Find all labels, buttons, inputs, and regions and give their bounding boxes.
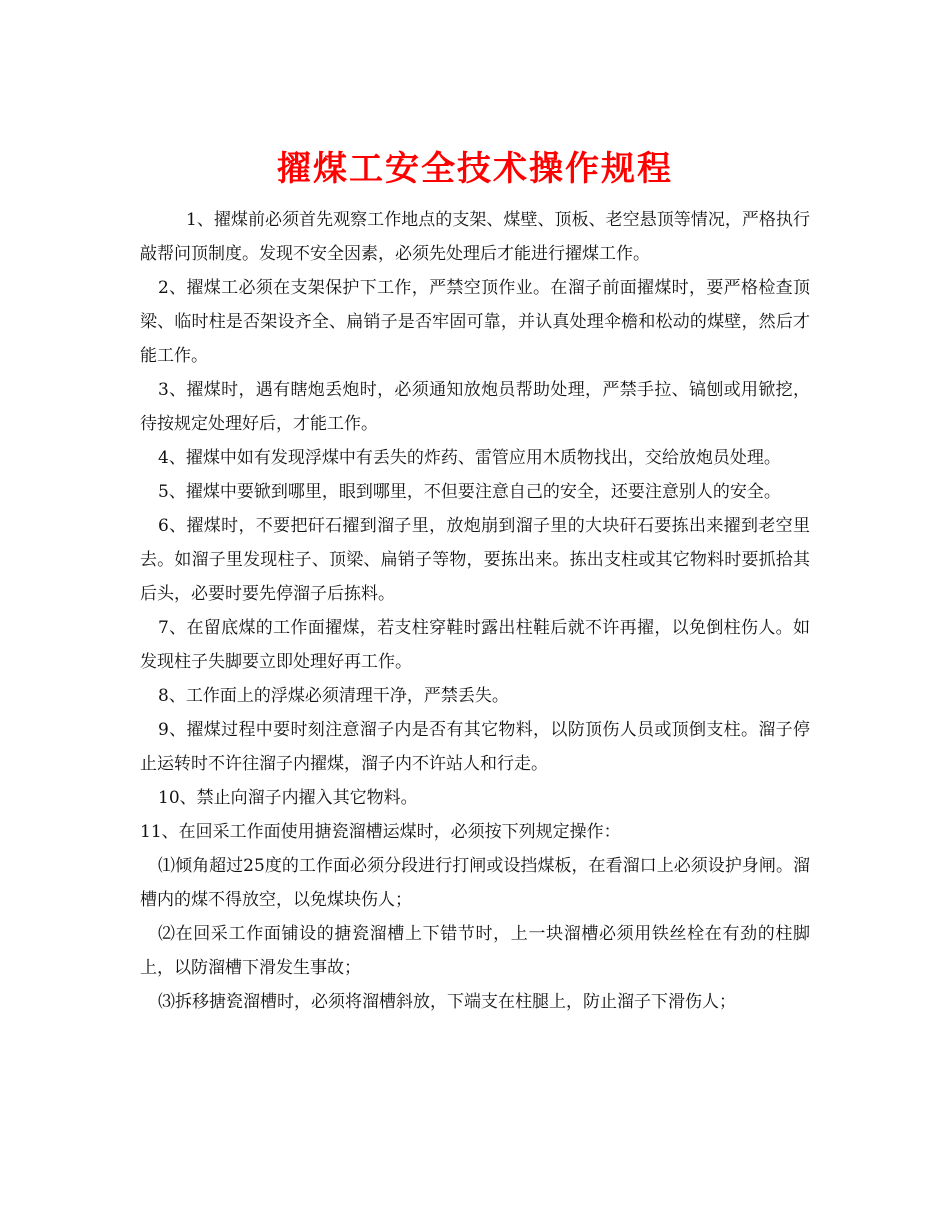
sub-rule-paragraph-3: ⑶拆移搪瓷溜槽时，必须将溜槽斜放，下端支在柱腿上，防止溜子下滑伤人； <box>158 992 736 1012</box>
rule-paragraph-2: 2、擢煤工必须在支架保护下工作，严禁空顶作业。在溜子前面擢煤时，要严格检查顶梁、临时柱是否架设齐全、扁销子是否牢固可靠，并认真处理伞檐和松动的煤壁，然后才能工作。 <box>140 278 810 366</box>
rule-paragraph-1: 1、擢煤前必须首先观察工作地点的支架、煤壁、顶板、老空悬顶等情况，严格执行敲帮问顶制度。发现不安全因素，必须先处理后才能进行擢煤工作。 <box>140 210 810 264</box>
rule-paragraph-5: 5、擢煤中要锨到哪里，眼到哪里，不但要注意自己的安全，还要注意别人的安全。 <box>158 482 781 502</box>
rule-paragraph-6: 6、擢煤时，不要把矸石擢到溜子里，放炮崩到溜子里的大块矸石要拣出来擢到老空里去。如溜子里发现柱子、顶梁、扁销子等物，要拣出来。拣出支柱或其它物料时要抓拾其后头，必要时要先停溜子后拣料。 <box>140 516 810 604</box>
rule-paragraph-8: 8、工作面上的浮煤必须清理干净，严禁丢失。 <box>158 686 509 706</box>
rule-paragraph-3: 3、擢煤时，遇有瞎炮丢炮时，必须通知放炮员帮助处理，严禁手拉、镐刨或用锨挖，待按规定处理好后，才能工作。 <box>140 380 810 434</box>
document-title: 擢煤工安全技术操作规程 <box>277 148 673 189</box>
document-body <box>140 203 810 1019</box>
rule-paragraph-10: 10、禁止向溜子内擢入其它物料。 <box>158 788 418 808</box>
rule-paragraph-4: 4、擢煤中如有发现浮煤中有丢失的炸药、雷管应用木质物找出，交给放炮员处理。 <box>158 448 781 468</box>
rule-paragraph-9: 9、擢煤过程中要时刻注意溜子内是否有其它物料，以防顶伤人员或顶倒支柱。溜子停止运转时不许往溜子内擢煤，溜子内不许站人和行走。 <box>140 720 810 774</box>
sub-rule-paragraph-1: ⑴倾角超过25度的工作面必须分段进行打闸或设挡煤板，在看溜口上必须设护身闸。溜槽内的煤不得放空，以免煤块伤人； <box>140 856 810 910</box>
rule-paragraph-11: 11、在回采工作面使用搪瓷溜槽运煤时，必须按下列规定操作： <box>140 822 621 842</box>
sub-rule-paragraph-2: ⑵在回采工作面铺设的搪瓷溜槽上下错节时，上一块溜槽必须用铁丝栓在有劲的柱脚上，以防溜槽下滑发生事故； <box>140 924 810 978</box>
rule-paragraph-7: 7、在留底煤的工作面擢煤，若支柱穿鞋时露出柱鞋后就不许再擢，以免倒柱伤人。如发现柱子失脚要立即处理好再工作。 <box>140 618 810 672</box>
